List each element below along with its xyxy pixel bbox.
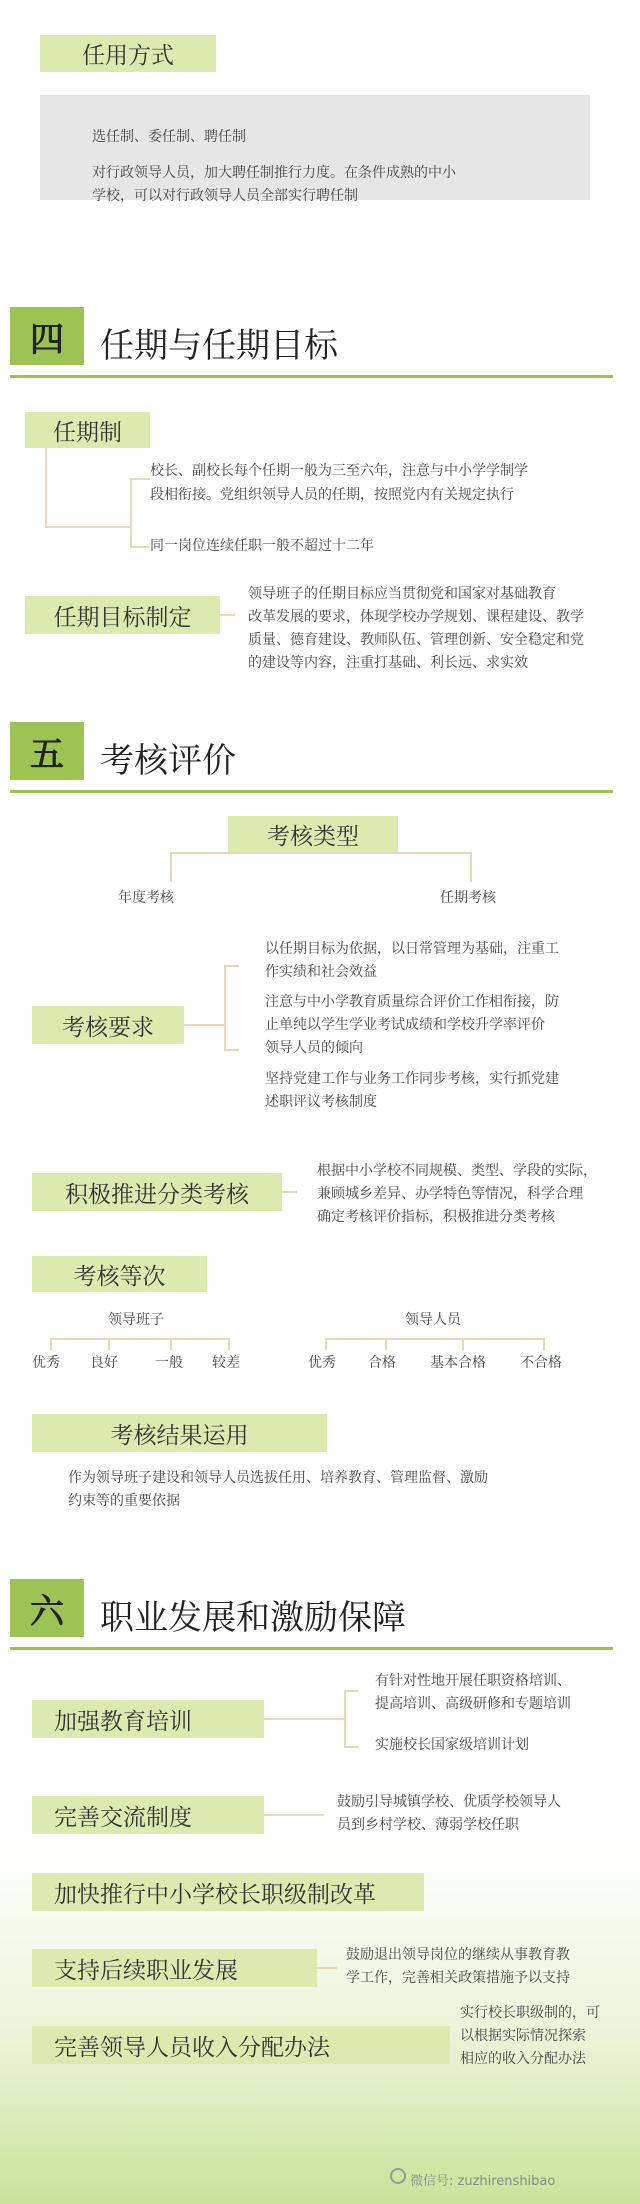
connector bbox=[470, 852, 472, 882]
connector bbox=[108, 1338, 110, 1350]
later-line2: 学工作，完善相关政策措施予以支持 bbox=[346, 1970, 570, 1986]
connector bbox=[45, 448, 47, 528]
team-grades-label: 领导班子 bbox=[108, 1312, 164, 1328]
connector bbox=[224, 965, 226, 1051]
section6-title: 职业发展和激励保障 bbox=[100, 1598, 406, 1638]
staff-grades-label: 领导人员 bbox=[405, 1312, 461, 1328]
connector bbox=[282, 1191, 297, 1193]
connector bbox=[224, 965, 239, 967]
requirement-item: 以任期目标为依据，以日常管理为基础，注重工 bbox=[265, 941, 559, 957]
training-text2: 实施校长国家级培训计划 bbox=[375, 1737, 529, 1753]
connector bbox=[130, 478, 132, 548]
income-label bbox=[32, 2026, 450, 2064]
income-line: 实行校长职级制的，可 bbox=[460, 2005, 600, 2021]
result-line2: 约束等的重要依据 bbox=[68, 1493, 180, 1509]
section5-divider bbox=[10, 790, 613, 793]
requirement-item: 述职评议考核制度 bbox=[265, 1094, 377, 1110]
exchange-label-text: 完善交流制度 bbox=[54, 1804, 192, 1831]
goal-line: 的建设等内容，注重打基础、利长远、求实效 bbox=[248, 655, 528, 671]
result-label bbox=[32, 1414, 327, 1452]
later-label bbox=[32, 1949, 317, 1987]
term-text2: 同一岗位连续任职一般不超过十二年 bbox=[150, 538, 374, 554]
term-system-label-text: 任期制 bbox=[53, 419, 122, 446]
training-label bbox=[32, 1700, 264, 1738]
connector bbox=[344, 1746, 359, 1748]
connector bbox=[344, 1690, 359, 1692]
section5-title: 考核评价 bbox=[100, 741, 236, 781]
requirements-label-text: 考核要求 bbox=[62, 1014, 154, 1041]
team-grade: 一般 bbox=[155, 1355, 183, 1371]
grades-label bbox=[32, 1256, 207, 1292]
annual-assessment: 年度考核 bbox=[118, 890, 174, 906]
exchange-label bbox=[32, 1796, 264, 1834]
income-line: 相应的收入分配办法 bbox=[460, 2051, 586, 2067]
connector bbox=[50, 1338, 230, 1340]
appointment-heading-text: 任用方式 bbox=[82, 43, 174, 69]
term-text1a: 校长、副校长每个任期一般为三至六年，注意与中小学学制学 bbox=[150, 463, 528, 479]
goal-line: 改革发展的要求，体现学校办学规划、课程建设、教学 bbox=[248, 609, 584, 625]
exchange-line2: 员到乡村学校、薄弱学校任职 bbox=[337, 1817, 519, 1833]
classify-line: 兼顾城乡差异、办学特色等情况，科学合理 bbox=[317, 1186, 583, 1202]
goal-line: 领导班子的任期目标应当贯彻党和国家对基础教育 bbox=[248, 586, 556, 602]
training-text1a: 有针对性地开展任职资格培训、 bbox=[375, 1673, 571, 1689]
section5-number: 五 bbox=[10, 722, 84, 780]
connector bbox=[228, 1338, 230, 1350]
team-grade: 良好 bbox=[90, 1355, 118, 1371]
section4-number: 四 bbox=[10, 307, 84, 365]
classify-line: 根据中小学校不同规模、类型、学段的实际， bbox=[317, 1163, 597, 1179]
connector bbox=[325, 1338, 545, 1340]
connector bbox=[45, 526, 130, 528]
team-grade: 较差 bbox=[212, 1355, 240, 1371]
connector bbox=[130, 546, 150, 548]
requirements-label bbox=[32, 1006, 184, 1044]
watermark: 微信号: zuzhirenshibao bbox=[410, 2174, 556, 2189]
connector bbox=[170, 1338, 172, 1350]
staff-grade: 不合格 bbox=[520, 1355, 562, 1371]
exchange-line1: 鼓励引导城镇学校、优质学校领导人 bbox=[337, 1794, 561, 1810]
term-text1b: 段相衔接。党组织领导人员的任期，按照党内有关规定执行 bbox=[150, 487, 514, 503]
team-grade: 优秀 bbox=[32, 1355, 60, 1371]
section6-number: 六 bbox=[10, 1579, 84, 1637]
connector bbox=[184, 1024, 224, 1026]
term-system-label bbox=[25, 412, 150, 448]
section6-divider bbox=[10, 1647, 613, 1650]
connector bbox=[50, 1338, 52, 1350]
assessment-types-label bbox=[228, 816, 398, 852]
staff-grade: 优秀 bbox=[308, 1355, 336, 1371]
classify-label bbox=[32, 1173, 282, 1211]
reform-label bbox=[32, 1873, 424, 1911]
goal-label-text: 任期目标制定 bbox=[53, 604, 192, 631]
classify-line: 确定考核评价指标，积极推进分类考核 bbox=[317, 1209, 555, 1225]
connector bbox=[264, 1814, 324, 1816]
result-label-text: 考核结果运用 bbox=[110, 1422, 249, 1449]
connector bbox=[385, 1338, 387, 1350]
later-line1: 鼓励退出领导岗位的继续从事教育教 bbox=[346, 1947, 570, 1963]
connector bbox=[170, 852, 172, 882]
connector bbox=[170, 852, 472, 854]
connector bbox=[264, 1718, 344, 1720]
goal-line: 质量、德育建设、教师队伍、管理创新、安全稳定和党 bbox=[248, 632, 584, 648]
requirement-item: 作实绩和社会效益 bbox=[265, 964, 377, 980]
requirement-item: 止单纯以学生学业考试成绩和学校升学率评价 bbox=[265, 1017, 545, 1033]
connector bbox=[130, 478, 150, 480]
classify-label-text: 积极推进分类考核 bbox=[65, 1181, 249, 1208]
goal-label bbox=[25, 596, 220, 634]
connector bbox=[325, 1338, 327, 1350]
wechat-icon bbox=[390, 2168, 406, 2184]
appointment-line2b: 学校，可以对行政领导人员全部实行聘任制 bbox=[92, 188, 358, 204]
training-text1b: 提高培训、高级研修和专题培训 bbox=[375, 1696, 571, 1712]
connector bbox=[543, 1338, 545, 1350]
staff-grade: 合格 bbox=[368, 1355, 396, 1371]
section4-title: 任期与任期目标 bbox=[100, 326, 338, 366]
connector bbox=[220, 614, 235, 616]
staff-grade: 基本合格 bbox=[430, 1355, 486, 1371]
connector bbox=[317, 1967, 337, 1969]
assessment-types-label-text: 考核类型 bbox=[267, 823, 359, 850]
income-label-text: 完善领导人员收入分配办法 bbox=[54, 2034, 330, 2061]
appointment-line1: 选任制、委任制、聘任制 bbox=[92, 129, 246, 145]
grades-label-text: 考核等次 bbox=[73, 1263, 166, 1290]
connector bbox=[224, 1049, 239, 1051]
income-line: 以根据实际情况探索 bbox=[460, 2028, 586, 2044]
appointment-heading bbox=[40, 35, 216, 72]
result-line1: 作为领导班子建设和领导人员选拔任用、培养教育、管理监督、激励 bbox=[68, 1470, 488, 1486]
connector bbox=[344, 1690, 346, 1748]
term-assessment: 任期考核 bbox=[440, 890, 496, 906]
connector bbox=[462, 1338, 464, 1350]
requirement-item: 领导人员的倾向 bbox=[265, 1040, 363, 1056]
section4-divider bbox=[10, 375, 613, 378]
requirement-item: 注意与中小学教育质量综合评价工作相衔接，防 bbox=[265, 994, 559, 1010]
reform-label-text: 加快推行中小学校长职级制改革 bbox=[54, 1881, 376, 1908]
training-label-text: 加强教育培训 bbox=[54, 1708, 192, 1735]
later-label-text: 支持后续职业发展 bbox=[54, 1957, 238, 1984]
appointment-line2a: 对行政领导人员，加大聘任制推行力度。在条件成熟的中小 bbox=[92, 165, 456, 181]
requirement-item: 坚持党建工作与业务工作同步考核，实行抓党建 bbox=[265, 1071, 559, 1087]
